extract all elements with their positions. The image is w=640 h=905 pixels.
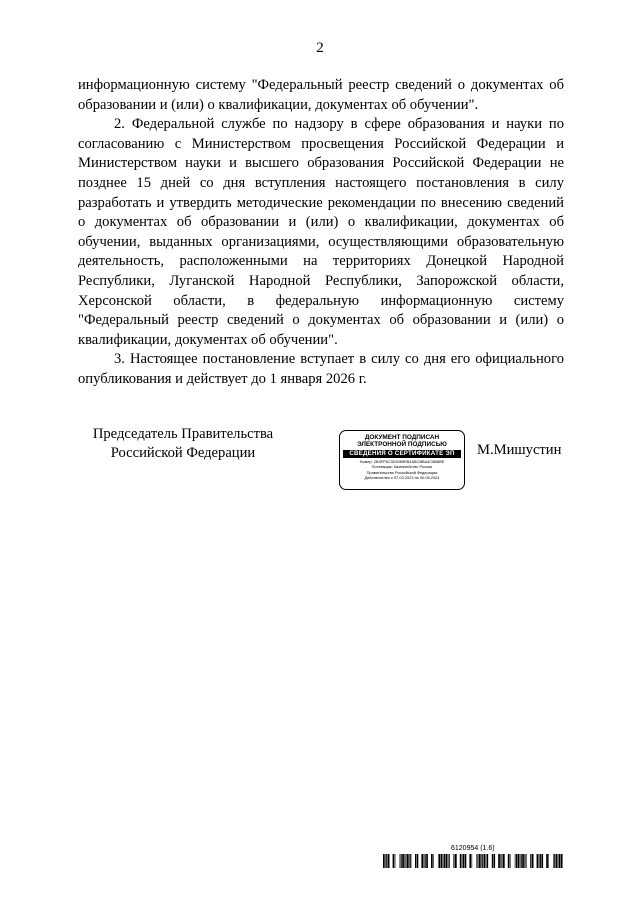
body-text xyxy=(78,76,564,390)
stamp-certificate-band: СВЕДЕНИЯ О СЕРТИФИКАТЕ ЭП xyxy=(343,450,461,458)
stamp-owner: Правительство Российской Федерации xyxy=(366,469,438,475)
stamp-heading-line-2: ЭЛЕКТРОННОЙ ПОДПИСЬЮ xyxy=(357,441,447,449)
paragraph-2: 2. Федеральной службе по надзору в сфере образования и науки по согласованию с Министерством просвещения Российской Федерации и Министерством науки и высшего образования Российской Федерации не позднее 15 дней со дня вступления настоящего постановления в силу разработать и утвердить методические рекомендации по внесению сведений о документах об образовании и (или) о квалификации, документах об обучении, выданных организациями, осуществляющими образовательную деятельность, расположенными на территориях Донецкой Народной Республики, Луганской Народной Республики, Запорожской области, Херсонской области, в федеральную информационную систему "Федеральный реестр сведений о документах об образовании и (или) о квалификации, документах об обучении". xyxy=(78,116,564,348)
stamp-validity: Действителен с 07.03.2023 по 30.05.2024 xyxy=(364,475,440,481)
signatory-name: М.Мишустин xyxy=(477,442,562,458)
signatory-title-line-1: Председатель Правительства xyxy=(92,426,274,442)
stamp-heading-line-1: ДОКУМЕНТ ПОДПИСАН xyxy=(364,434,440,441)
signatory-title xyxy=(78,425,288,463)
stamp-certificate-number: Номер: 2B4FF6C3D3069EB4ABCBBA4C8B6BE xyxy=(359,458,445,464)
barcode-image xyxy=(383,854,563,868)
paragraph-3: 3. Настоящее постановление вступает в силу со дня его официального опубликования и действует до 1 января 2026 г. xyxy=(78,351,564,387)
electronic-signature-stamp xyxy=(339,430,465,490)
page-number: 2 xyxy=(316,40,324,56)
stamp-supplier: Поставщик: Казначейство России xyxy=(371,464,433,470)
signatory-title-line-2: Российской Федерации xyxy=(110,445,256,461)
document-code: 6120954 (1.6) xyxy=(451,845,495,852)
paragraph-1: информационную систему "Федеральный реестр сведений о документах об образовании и (или) о квалификации, документах об обучении". xyxy=(78,77,564,113)
